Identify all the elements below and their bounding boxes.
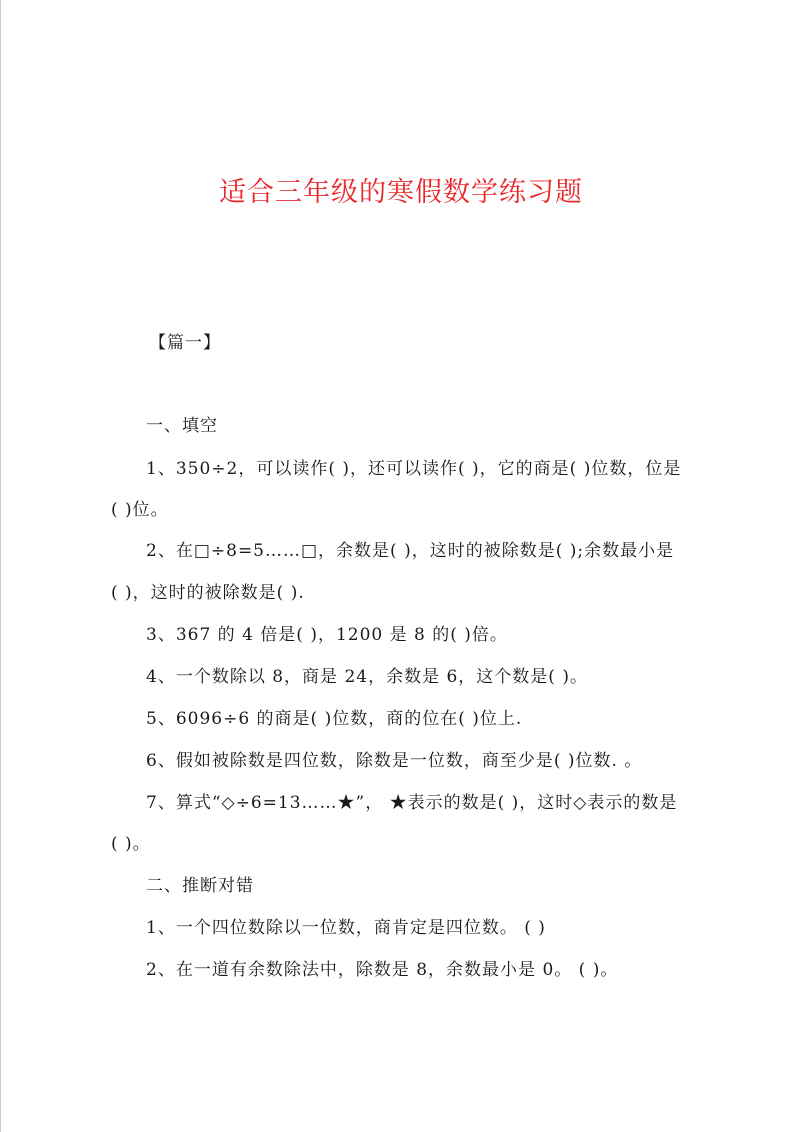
- question-7-line-2: ( )。: [111, 834, 151, 854]
- judgement-question-2: 2、在一道有余数除法中，除数是 8，余数最小是 0。 ( )。: [146, 960, 619, 980]
- question-6: 6、假如被除数是四位数，除数是一位数，商至少是( )位数. 。: [146, 751, 643, 771]
- document-title: 适合三年级的寒假数学练习题: [219, 177, 583, 208]
- question-1-line-1: 1、350÷2，可以读作( )，还可以读作( )，它的商是( )位数，位是: [146, 459, 682, 479]
- question-2-line-1: 2、在□÷8=5……□，余数是( )，这时的被除数是( );余数最小是: [146, 541, 675, 561]
- section-label: 【篇一】: [149, 333, 221, 353]
- question-3: 3、367 的 4 倍是( )，1200 是 8 的( )倍。: [146, 625, 508, 645]
- part1-heading: 一、填空: [146, 416, 218, 436]
- question-5: 5、6096÷6 的商是( )位数，商的位在( )位上.: [146, 709, 523, 729]
- question-7-line-1: 7、算式“◇÷6=13……★”， ★表示的数是( )，这时◇表示的数是: [146, 793, 678, 813]
- judgement-question-1: 1、一个四位数除以一位数，商肯定是四位数。 ( ): [146, 918, 546, 938]
- question-4: 4、一个数除以 8，商是 24，余数是 6，这个数是( )。: [146, 667, 588, 687]
- part2-heading: 二、推断对错: [146, 876, 254, 896]
- question-1-line-2: ( )位。: [111, 500, 169, 520]
- question-2-line-2: ( )，这时的被除数是( ).: [111, 583, 305, 603]
